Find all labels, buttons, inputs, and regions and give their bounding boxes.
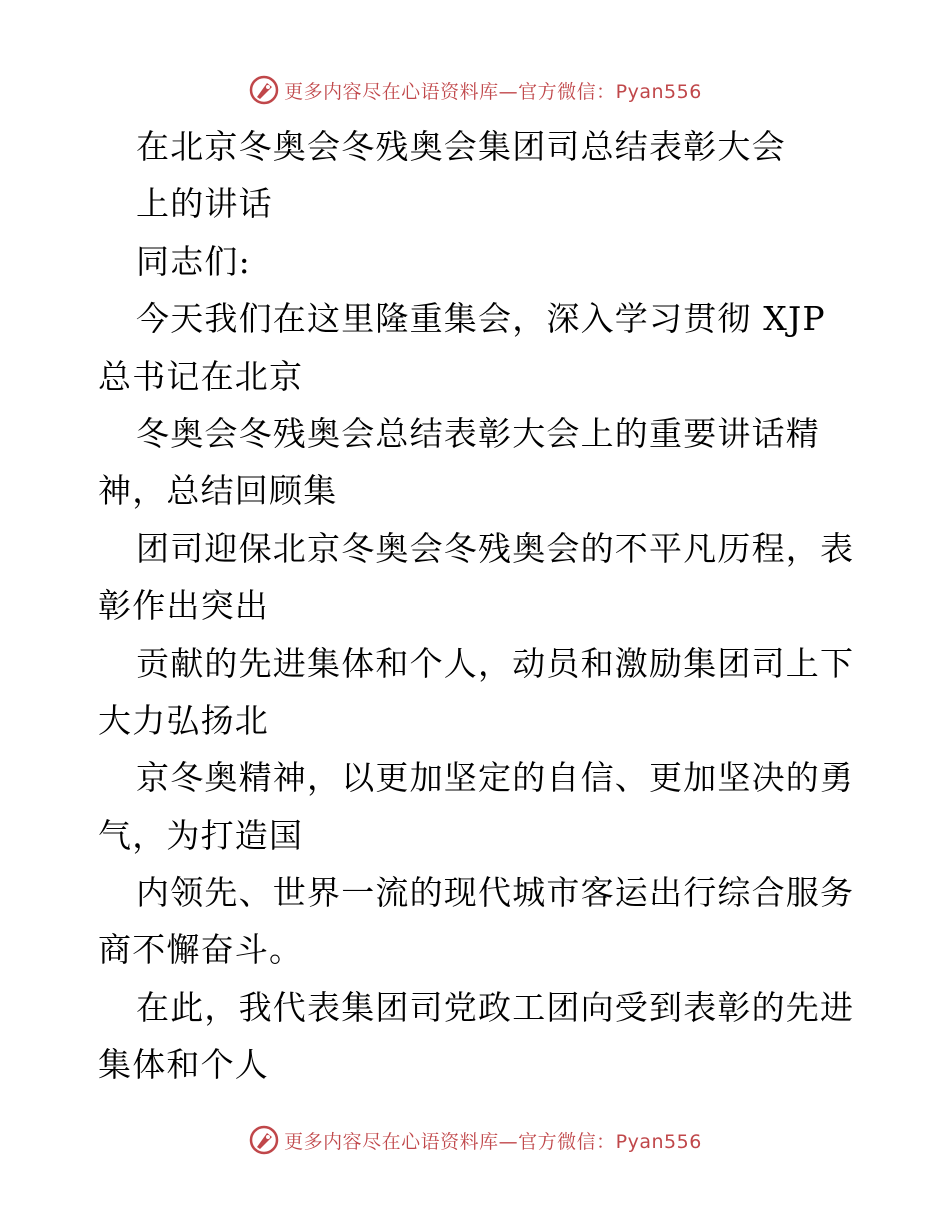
paragraph-line: 贡献的先进集体和个人，动员和激励集团司上下 [136, 643, 855, 683]
paragraph-line: 在此，我代表集团司党政工团向受到表彰的先进 [136, 987, 855, 1027]
paragraph-line: 团司迎保北京冬奥会冬残奥会的不平凡历程，表 [136, 528, 855, 568]
title-line-2: 上的讲话 [136, 184, 273, 224]
paragraph-line: 京冬奥精神，以更加坚定的自信、更加坚决的勇 [136, 758, 855, 798]
footer-banner-text: 更多内容尽在心语资料库—官方微信：Pyan556 [284, 1130, 702, 1153]
paragraph-line: 内领先、世界一流的现代城市客运出行综合服务 [136, 873, 855, 913]
salutation-line: 同志们: [136, 241, 251, 281]
title-line-1: 在北京冬奥会冬残奥会集团司总结表彰大会 [136, 127, 786, 166]
footer-banner [0, 1120, 950, 1160]
pen-nib-logo-icon [248, 1124, 280, 1156]
header-banner-text: 更多内容尽在心语资料库—官方微信：Pyan556 [284, 80, 702, 103]
pen-nib-logo-icon [248, 74, 280, 106]
paragraph-line: 彰作出突出 [98, 586, 269, 626]
paragraph-line: 神，总结回顾集 [98, 471, 338, 511]
paragraph-line: 大力弘扬北 [98, 700, 269, 740]
paragraph-line: 今天我们在这里隆重集会，深入学习贯彻 XJP [136, 299, 826, 339]
paragraph-line: 冬奥会冬残奥会总结表彰大会上的重要讲话精 [136, 413, 820, 453]
paragraph-line: 商不懈奋斗。 [98, 930, 304, 970]
paragraph-line: 总书记在北京 [98, 356, 304, 396]
document-body [98, 118, 858, 1094]
paragraph-line: 气，为打造国 [98, 815, 304, 855]
header-banner [0, 70, 950, 110]
paragraph-line: 集体和个人 [98, 1045, 269, 1085]
